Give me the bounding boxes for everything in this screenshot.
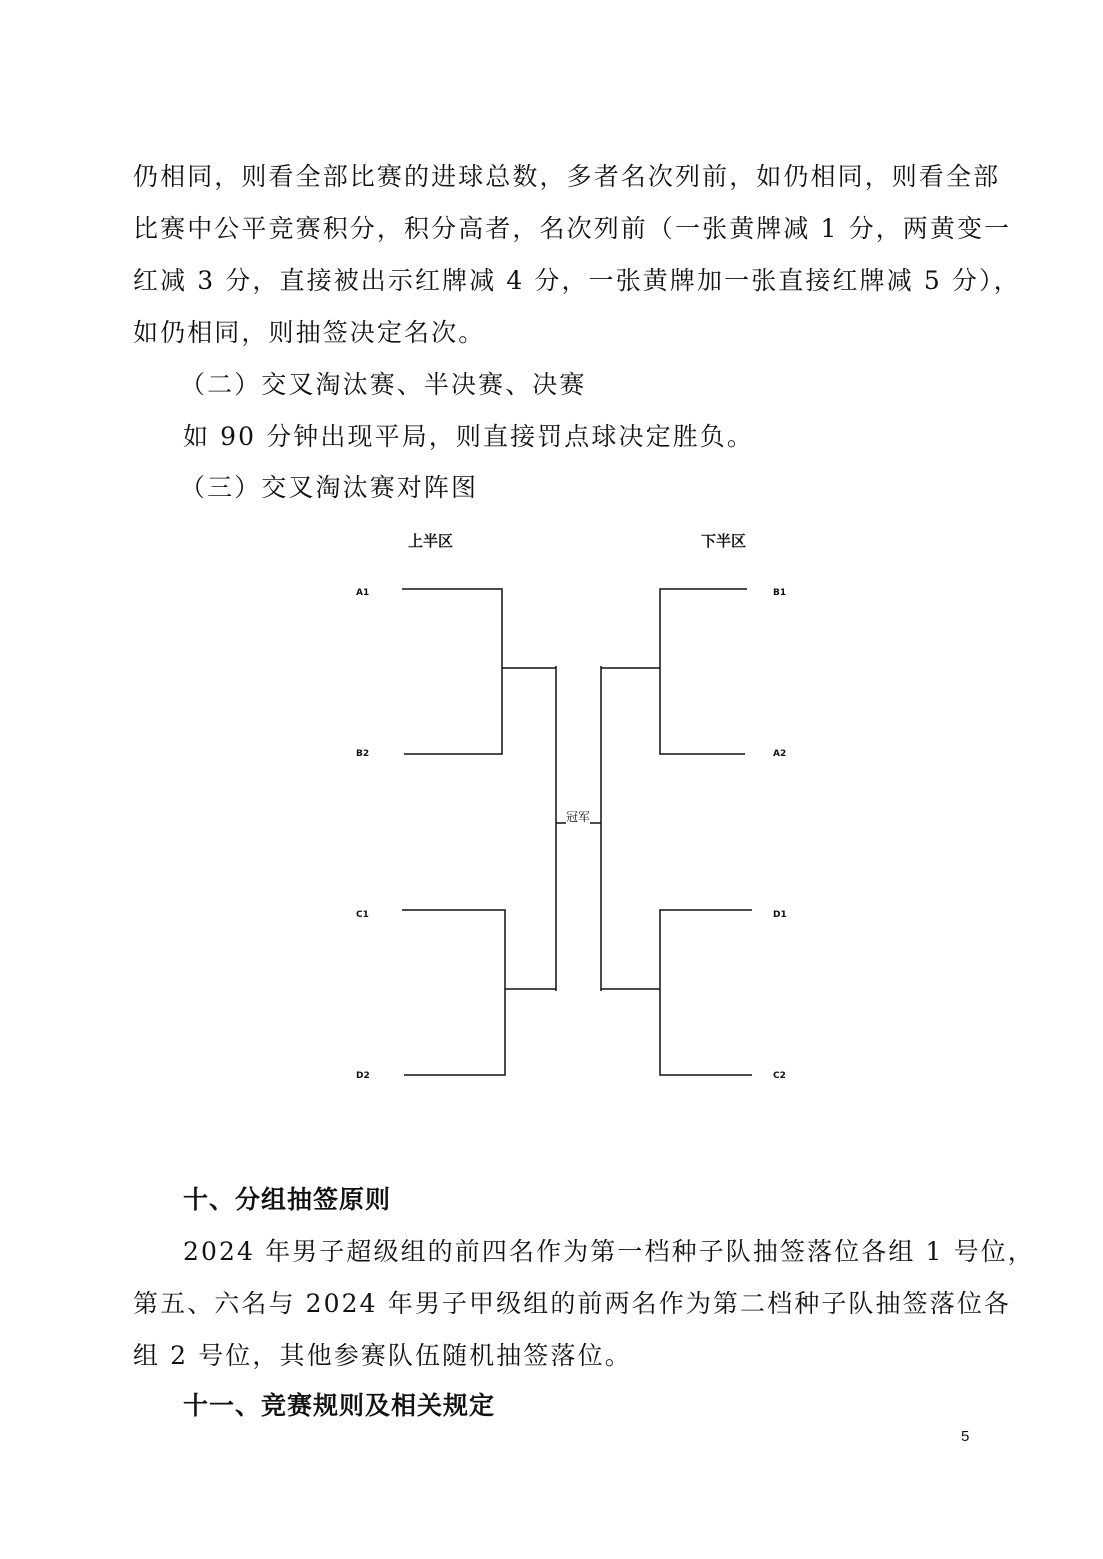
slot-label-right: D1 bbox=[773, 910, 787, 920]
slot-label-right: C2 bbox=[773, 1071, 786, 1081]
section-11-title: 十一、竞赛规则及相关规定 bbox=[183, 1391, 496, 1420]
bracket-line-b1-a2 bbox=[660, 589, 747, 754]
slot-label-left: C1 bbox=[356, 910, 369, 920]
page-number: 5 bbox=[961, 1428, 970, 1445]
slot-label-left: D2 bbox=[356, 1071, 370, 1081]
upper-half-title: 上半区 bbox=[408, 532, 454, 550]
slot-label-left: B2 bbox=[356, 749, 370, 759]
slot-label-right: A2 bbox=[773, 749, 787, 759]
paragraph-line: 红减 3 分，直接被出示红牌减 4 分，一张黄牌加一张直接红牌减 5 分）， bbox=[133, 266, 1021, 295]
bracket-lines bbox=[402, 589, 752, 1075]
paragraph-line: 2024 年男子超级组的前四名作为第一档种子队抽签落位各组 1 号位， bbox=[183, 1237, 1035, 1266]
paragraph-line: 仍相同，则看全部比赛的进球总数，多者名次列前，如仍相同，则看全部 bbox=[133, 162, 1001, 191]
section-10-title: 十、分组抽签原则 bbox=[183, 1185, 392, 1214]
slot-label-right: B1 bbox=[773, 588, 787, 598]
bracket-line-d1-c2 bbox=[660, 910, 752, 1075]
champion-label: 冠军 bbox=[566, 810, 591, 824]
paragraph-line: 组 2 号位，其他参赛队伍随机抽签落位。 bbox=[133, 1341, 632, 1370]
lower-half-title: 下半区 bbox=[701, 532, 747, 550]
paragraph-line: 如 90 分钟出现平局，则直接罚点球决定胜负。 bbox=[183, 422, 755, 451]
subheading-knockout: （二）交叉淘汰赛、半决赛、决赛 bbox=[180, 370, 587, 399]
subheading-bracket: （三）交叉淘汰赛对阵图 bbox=[180, 473, 479, 502]
bracket-line-a1-b2 bbox=[402, 589, 502, 754]
slot-label-left: A1 bbox=[356, 588, 370, 598]
paragraph-line: 如仍相同，则抽签决定名次。 bbox=[133, 318, 486, 347]
paragraph-line: 第五、六名与 2024 年男子甲级组的前两名作为第二档种子队抽签落位各 bbox=[133, 1289, 1012, 1318]
bracket-line-c1-d2 bbox=[402, 910, 505, 1075]
paragraph-line: 比赛中公平竞赛积分，积分高者，名次列前（一张黄牌减 1 分，两黄变一 bbox=[133, 214, 1012, 243]
